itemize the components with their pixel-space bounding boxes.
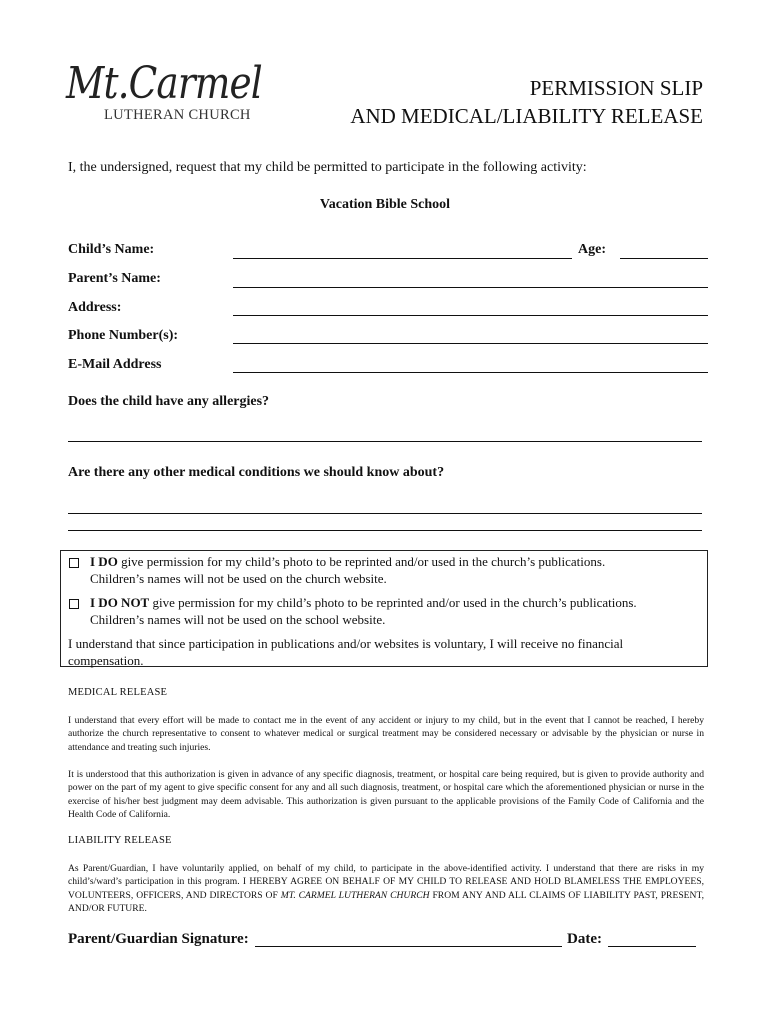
- medical-answer-line-2[interactable]: [68, 530, 702, 531]
- title-line-1: PERMISSION SLIP: [529, 76, 703, 100]
- title-line-2: AND MEDICAL/LIABILITY RELEASE: [350, 104, 703, 128]
- photo-consent-no-text: [90, 594, 637, 628]
- medical-release-paragraph-1: I understand that every effort will be made to contact me in the event of any accident or injury to my child, but in the event that I cannot be reached, I hereby authorize the church representative to consent to whatever medical or surgical treatment may be considered necessary or advisable by the physician or nurse in attendance and treating such injuries.: [68, 715, 704, 753]
- age-field[interactable]: [620, 258, 708, 259]
- photo-consent-yes-checkbox[interactable]: [69, 558, 79, 568]
- child-name-label: Child’s Name:: [68, 242, 155, 257]
- medical-conditions-question: Are there any other medical conditions we should know about?: [68, 465, 445, 480]
- photo-consent-no-line2: Children’s names will not be used on the school website.: [90, 612, 386, 627]
- email-field[interactable]: [233, 372, 708, 373]
- compensation-statement: [68, 635, 623, 669]
- phone-field[interactable]: [233, 343, 708, 344]
- parent-name-label: Parent’s Name:: [68, 271, 161, 286]
- photo-consent-no-lead: I DO NOT: [90, 595, 150, 610]
- photo-consent-yes-text: [90, 553, 605, 587]
- medical-answer-line-1[interactable]: [68, 513, 702, 514]
- photo-consent-no-checkbox[interactable]: [69, 599, 79, 609]
- medical-release-heading: MEDICAL RELEASE: [68, 687, 168, 698]
- compensation-line2: compensation.: [68, 653, 144, 668]
- signature-field[interactable]: [255, 946, 562, 947]
- allergies-question: Does the child have any allergies?: [68, 394, 270, 409]
- medical-release-paragraph-2: It is understood that this authorization is given in advance of any specific diagnosis, treatment, or hospital care being required, but is given to provide authority and power on the part of my agent to give specific consent for any and all such diagnosis, treatment, or hospital care which the aforementioned physician or nurse in the exercise of his/her best judgment may deem advisable. This authorization is given pursuant to the applicable provisions of the Family Code of California and the Health Code of California.: [68, 769, 704, 821]
- allergies-answer-line[interactable]: [68, 441, 702, 442]
- photo-consent-yes-lead: I DO: [90, 554, 118, 569]
- church-logo: Mt.Carmel: [66, 58, 262, 109]
- liability-church-name: MT. CARMEL LUTHERAN CHURCH: [280, 889, 430, 901]
- date-field[interactable]: [608, 946, 696, 947]
- child-name-field[interactable]: [233, 258, 572, 259]
- age-label: Age:: [578, 242, 606, 257]
- liability-text-a: As Parent/Guardian, I have voluntarily applied, on behalf of my child, to participate in the above-identified activity. I understand that there are risks in my child’s/ward’s participation in this program. I HEREBY AGREE ON BEHALF OF MY CHILD TO RELEASE AND HOLD BLAMELESS THE EMPLOYEES, VOLUNTEERS, OFFICERS, AND DIRECTORS OF: [68, 863, 704, 901]
- liability-release-heading: LIABILITY RELEASE: [68, 835, 172, 846]
- compensation-line1: I understand that since participation in publications and/or websites is voluntary, I will receive no financial: [68, 636, 624, 651]
- photo-consent-no-line1: give permission for my child’s photo to be reprinted and/or used in the church’s publications.: [149, 595, 637, 610]
- intro-text: I, the undersigned, request that my child be permitted to participate in the following activity:: [68, 160, 587, 175]
- address-field[interactable]: [233, 315, 708, 316]
- signature-label: Parent/Guardian Signature:: [68, 931, 249, 947]
- liability-release-paragraph: [68, 862, 704, 916]
- date-label: Date:: [567, 931, 602, 947]
- activity-name: Vacation Bible School: [319, 197, 451, 212]
- page-title: [350, 74, 703, 130]
- photo-consent-yes-line2: Children’s names will not be used on the church website.: [90, 571, 387, 586]
- liability-text-c: FROM ANY AND ALL CLAIMS OF LIABILITY PAST, PRESENT, AND/OR FUTURE.: [68, 889, 704, 915]
- photo-permission-box: [60, 550, 708, 667]
- address-label: Address:: [68, 300, 122, 315]
- phone-label: Phone Number(s):: [68, 328, 179, 343]
- parent-name-field[interactable]: [233, 287, 708, 288]
- church-logo-subtitle: LUTHERAN CHURCH: [104, 107, 251, 123]
- photo-consent-yes-line1: give permission for my child’s photo to be reprinted and/or used in the church’s publications.: [117, 554, 606, 569]
- email-label: E-Mail Address: [68, 357, 162, 372]
